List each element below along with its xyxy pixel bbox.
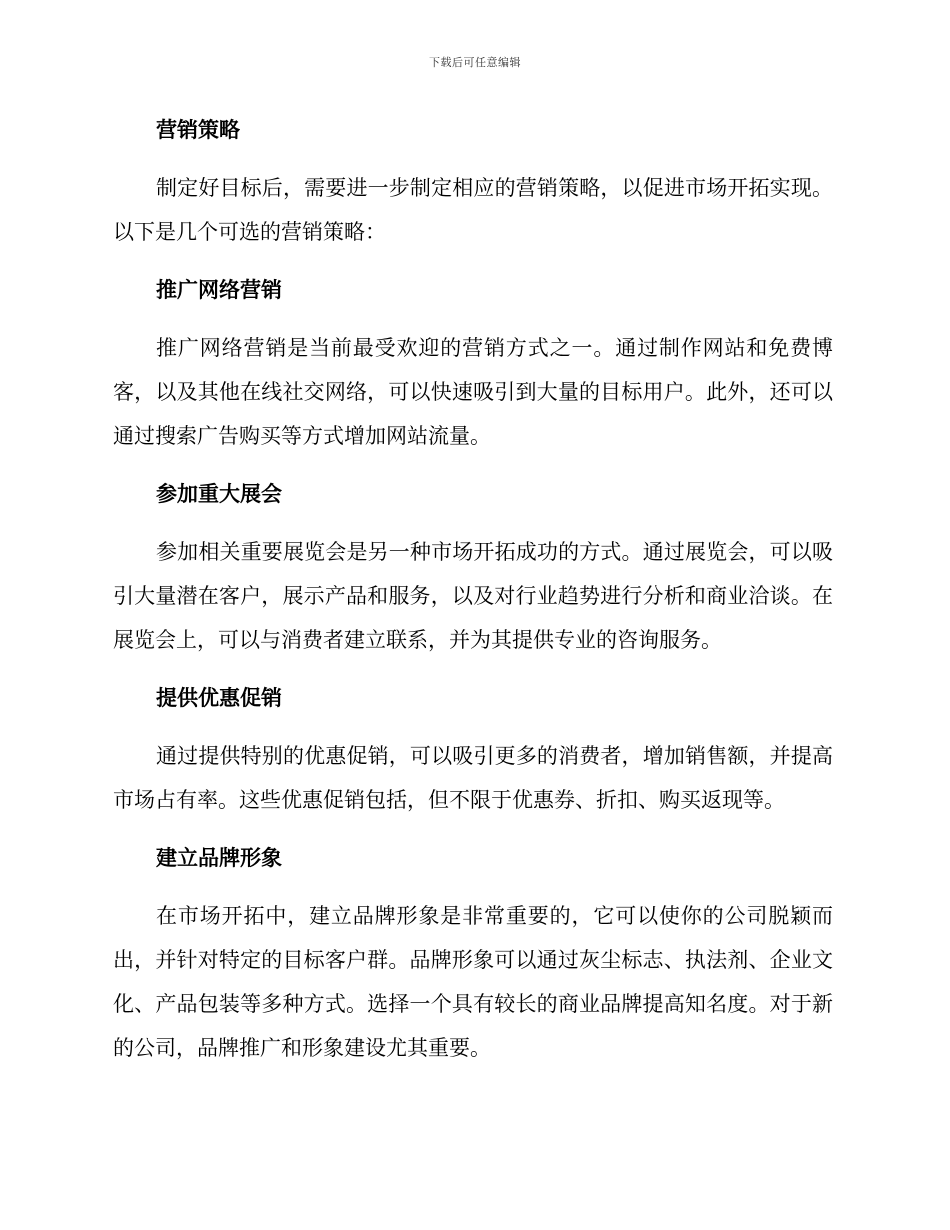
section-paragraph: 推广网络营销是当前最受欢迎的营销方式之一。通过制作网站和免费博客，以及其他在线社交网络，可以快速吸引到大量的目标用户。此外，还可以通过搜索广告购买等方式增加网站流量。	[113, 336, 833, 448]
section-paragraph: 制定好目标后，需要进一步制定相应的营销策略，以促进市场开拓实现。以下是几个可选的营销策略：	[113, 176, 833, 244]
section-paragraph: 在市场开拓中，建立品牌形象是非常重要的，它可以使你的公司脱颖而出，并针对特定的目标客户群。品牌形象可以通过灰尘标志、执法剂、企业文化、产品包装等多种方式。选择一个具有较长的商业品牌提高知名度。对于新的公司，品牌推广和形象建设尤其重要。	[113, 904, 833, 1060]
section-heading: 提供优惠促销	[156, 686, 282, 710]
document-content	[113, 108, 833, 1070]
section-heading: 参加重大展会	[156, 482, 282, 506]
section-marketing-strategy	[113, 108, 833, 268]
section-trade-shows	[113, 472, 833, 676]
header-note: 下载后可任意编辑	[429, 56, 521, 69]
section-heading: 建立品牌形象	[156, 846, 282, 870]
section-promotions	[113, 676, 833, 836]
section-paragraph: 通过提供特别的优惠促销，可以吸引更多的消费者，增加销售额，并提高市场占有率。这些优惠促销包括，但不限于优惠券、折扣、购买返现等。	[113, 744, 833, 812]
section-heading: 推广网络营销	[156, 278, 282, 302]
section-online-marketing	[113, 268, 833, 472]
section-heading: 营销策略	[156, 118, 240, 142]
section-paragraph: 参加相关重要展览会是另一种市场开拓成功的方式。通过展览会，可以吸引大量潜在客户，展示产品和服务，以及对行业趋势进行分析和商业洽谈。在展览会上，可以与消费者建立联系，并为其提供专业的咨询服务。	[113, 540, 833, 652]
section-brand-image	[113, 836, 833, 1070]
